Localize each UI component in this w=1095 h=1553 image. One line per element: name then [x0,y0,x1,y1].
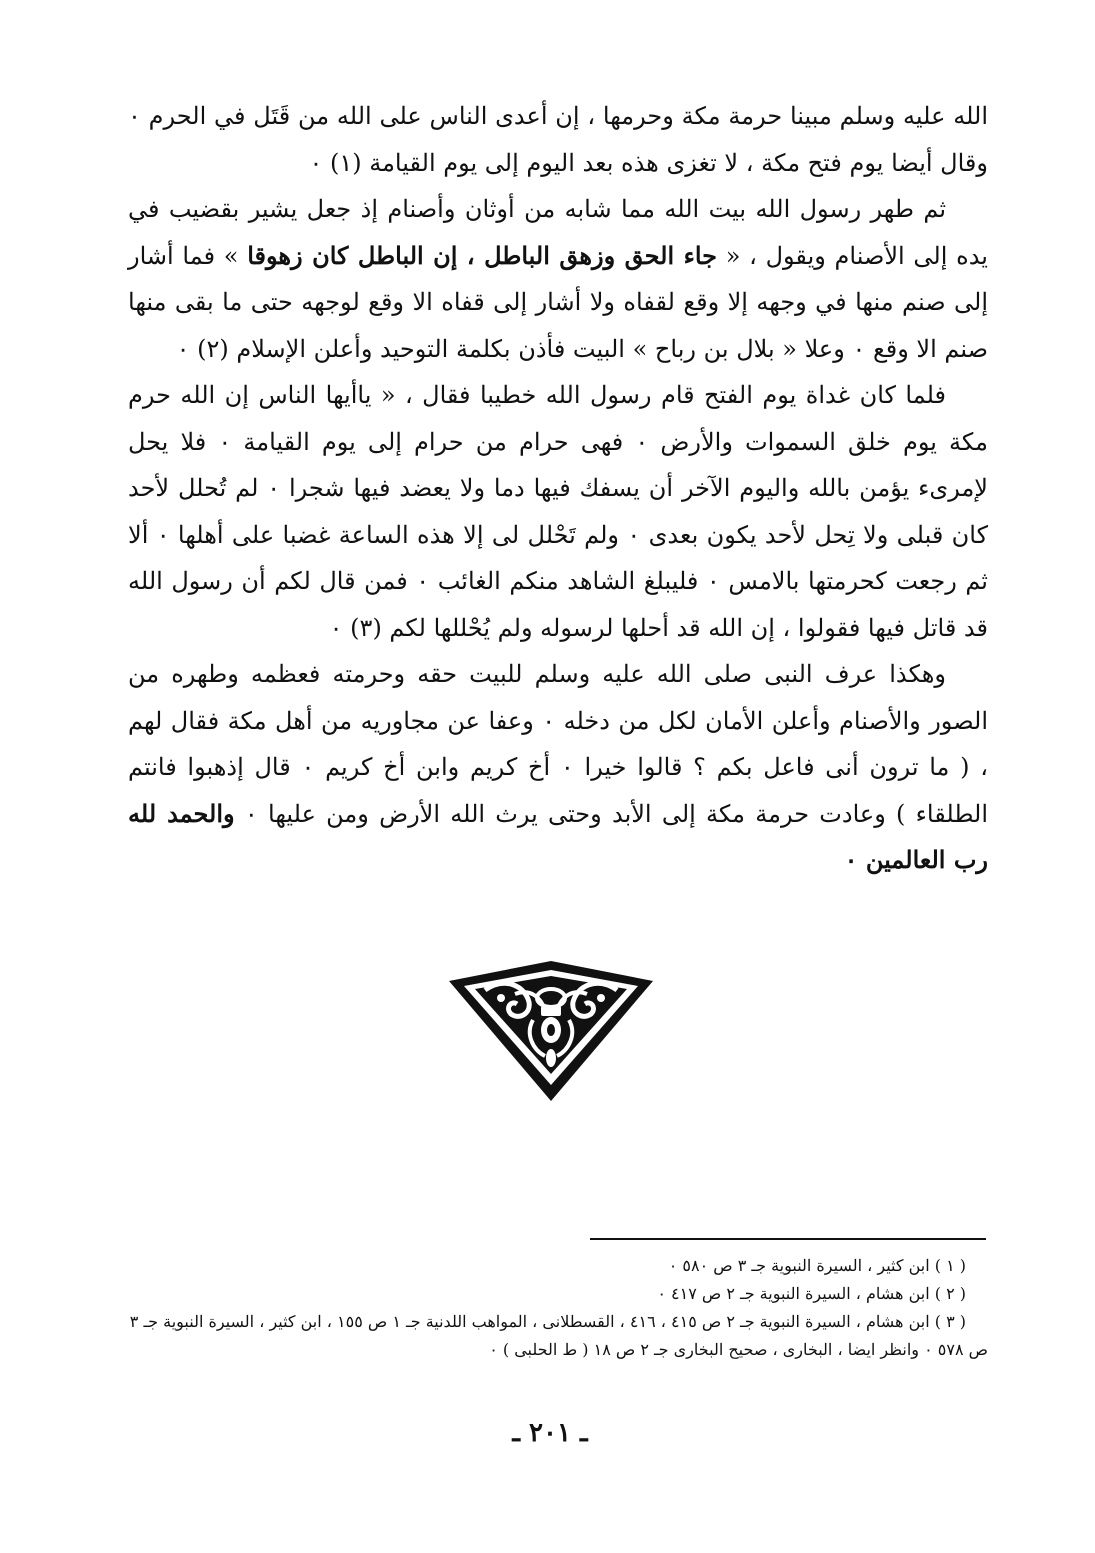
closing-phrase: والحمد لله رب العالمين ٠ [128,798,988,874]
footnote-3-line-1: ( ٣ ) ابن هشام ، السيرة النبوية جـ ٢ ص ٤١٥ ، ٤١٦ ، القسطلانى ، المواهب اللدنية جـ ١ ص ١٥٥ ، ابن كثير ، السيرة النبوية جـ ٣ [129,1312,966,1331]
footnote-3-line-2: ص ٥٧٨ ٠ وانظر ايضا ، البخارى ، صحيح البخارى جـ ٢ ص ١٨ ( ط الحلبى ) ٠ [489,1340,988,1359]
footnote-1: ( ١ ) ابن كثير ، السيرة النبوية جـ ٣ ص ٥٨٠ ٠ [668,1256,966,1275]
main-text [128,93,988,884]
footnotes [128,1252,988,1364]
paragraph-4: وهكذا عرف النبى صلى الله عليه وسلم للبيت حقه وحرمته فعظمه وطهره من الصور والأصنام وأعلن الأمان لكل من دخله ٠ وعفا عن مجاوريه من أهل مكة فقال لهم ، ( ما ترون أنى فاعل بكم ؟ قالوا خيرا ٠ أخ كريم وابن أخ كريم ٠ قال إذهبوا فانتم الطلقاء ) وعادت حرمة مكة إلى الأبد وحتى يرث الله الأرض ومن عليها ٠ والحمد لله رب العالمين ٠ [128,660,989,874]
paragraph-1: الله عليه وسلم مبينا حرمة مكة وحرمها ، إن أعدى الناس على الله من قَتَل في الحرم ٠ وقال أيضا يوم فتح مكة ، لا تغزى هذه بعد اليوم إلى يوم القيامة (١) ٠ [128,102,988,177]
arabesque-ornament-icon [445,958,657,1104]
paragraph-2: ثم طهر رسول الله بيت الله مما شابه من أوثان وأصنام إذ جعل يشير بقضيب في يده إلى الأصنام ويقول ، « جاء الحق وزهق الباطل ، إن الباطل كان زهوقا » فما أشار إلى صنم منها في وجهه إلا وقع لقفاه ولا أشار إلى قفاه الا وقع لوجهه حتى ما بقى منها صنم الا وقع ٠ وعلا « بلال بن رباح » البيت فأذن بكلمة التوحيد وأعلن الإسلام (٢) ٠ [128,195,989,363]
footnote-divider [590,1238,986,1240]
page-number: ـ ٢٠١ ـ [512,1418,588,1448]
paragraph-3: فلما كان غداة يوم الفتح قام رسول الله خطيبا فقال ، « ياأيها الناس إن الله حرم مكة يوم خلق السموات والأرض ٠ فهى حرام من حرام إلى يوم القيامة ٠ فلا يحل لإمرىء يؤمن بالله واليوم الآخر أن يسفك فيها دما ولا يعضد فيها شجرا ٠ لم تُحلل لأحد كان قبلى ولا تِحل لأحد يكون بعدى ٠ ولم تَحْلل لى إلا هذه الساعة غضبا على أهلها ٠ ألا ثم رجعت كحرمتها بالامس ٠ فليبلغ الشاهد منكم الغائب ٠ فمن قال لكم أن رسول الله قد قاتل فيها فقولوا ، إن الله قد أحلها لرسوله ولم يُحْللها لكم (٣) ٠ [128,381,989,642]
footnote-2: ( ٢ ) ابن هشام ، السيرة النبوية جـ ٢ ص ٤١٧ ٠ [657,1284,966,1303]
quran-quote: جاء الحق وزهق الباطل ، إن الباطل كان زهوقا [247,240,717,270]
